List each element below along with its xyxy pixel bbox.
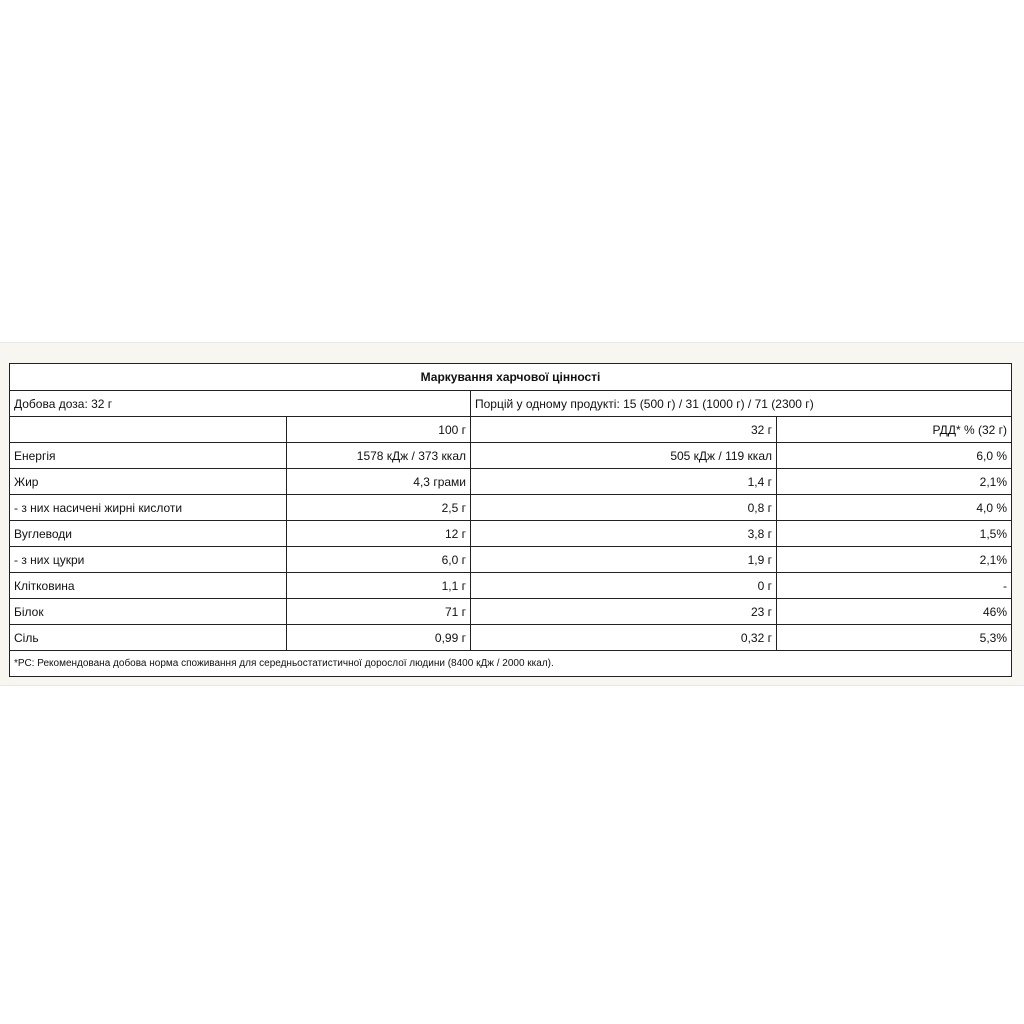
table-row	[10, 443, 1012, 469]
value-per-serving: 1,9 г	[471, 547, 777, 573]
header-cell-100g: 100 г	[287, 417, 471, 443]
value-rda-percent: 5,3%	[777, 625, 1012, 651]
value-per-serving: 23 г	[471, 599, 777, 625]
value-rda-percent: 46%	[777, 599, 1012, 625]
header-cell-rda: РДД* % (32 г)	[777, 417, 1012, 443]
footnote: *РС: Рекомендована добова норма споживання для середньостатистичної дорослої людини (8400 кДж / 2000 ккал).	[10, 651, 1012, 677]
value-per-serving: 3,8 г	[471, 521, 777, 547]
header-cell-blank	[10, 417, 287, 443]
title-row	[10, 364, 1012, 391]
value-per-serving: 0,8 г	[471, 495, 777, 521]
nutrition-table	[9, 363, 1012, 677]
table-row	[10, 573, 1012, 599]
header-row	[10, 417, 1012, 443]
portions-info: Порцій у одному продукті: 15 (500 г) / 31 (1000 г) / 71 (2300 г)	[471, 391, 1012, 417]
value-per-100g: 0,99 г	[287, 625, 471, 651]
value-rda-percent: 2,1%	[777, 547, 1012, 573]
table-row	[10, 599, 1012, 625]
table-row	[10, 521, 1012, 547]
value-per-100g: 4,3 грами	[287, 469, 471, 495]
header-cell-32g: 32 г	[471, 417, 777, 443]
nutrient-name: - з них цукри	[10, 547, 287, 573]
nutrient-name: Білок	[10, 599, 287, 625]
value-rda-percent: -	[777, 573, 1012, 599]
value-per-serving: 0,32 г	[471, 625, 777, 651]
value-per-100g: 71 г	[287, 599, 471, 625]
value-rda-percent: 1,5%	[777, 521, 1012, 547]
value-rda-percent: 6,0 %	[777, 443, 1012, 469]
nutrient-name: Жир	[10, 469, 287, 495]
value-per-100g: 6,0 г	[287, 547, 471, 573]
table-row	[10, 547, 1012, 573]
value-per-serving: 505 кДж / 119 ккал	[471, 443, 777, 469]
value-rda-percent: 2,1%	[777, 469, 1012, 495]
value-per-100g: 2,5 г	[287, 495, 471, 521]
dose-row	[10, 391, 1012, 417]
value-per-100g: 12 г	[287, 521, 471, 547]
value-per-serving: 1,4 г	[471, 469, 777, 495]
daily-dose: Добова доза: 32 г	[10, 391, 471, 417]
value-rda-percent: 4,0 %	[777, 495, 1012, 521]
table-row	[10, 469, 1012, 495]
table-title: Маркування харчової цінності	[10, 364, 1012, 391]
table-row	[10, 495, 1012, 521]
nutrient-name: Вуглеводи	[10, 521, 287, 547]
table-row	[10, 625, 1012, 651]
value-per-100g: 1,1 г	[287, 573, 471, 599]
value-per-100g: 1578 кДж / 373 ккал	[287, 443, 471, 469]
nutrient-name: Клітковина	[10, 573, 287, 599]
nutrient-name: Сіль	[10, 625, 287, 651]
nutrient-name: - з них насичені жирні кислоти	[10, 495, 287, 521]
footnote-row	[10, 651, 1012, 677]
nutrient-name: Енергія	[10, 443, 287, 469]
value-per-serving: 0 г	[471, 573, 777, 599]
